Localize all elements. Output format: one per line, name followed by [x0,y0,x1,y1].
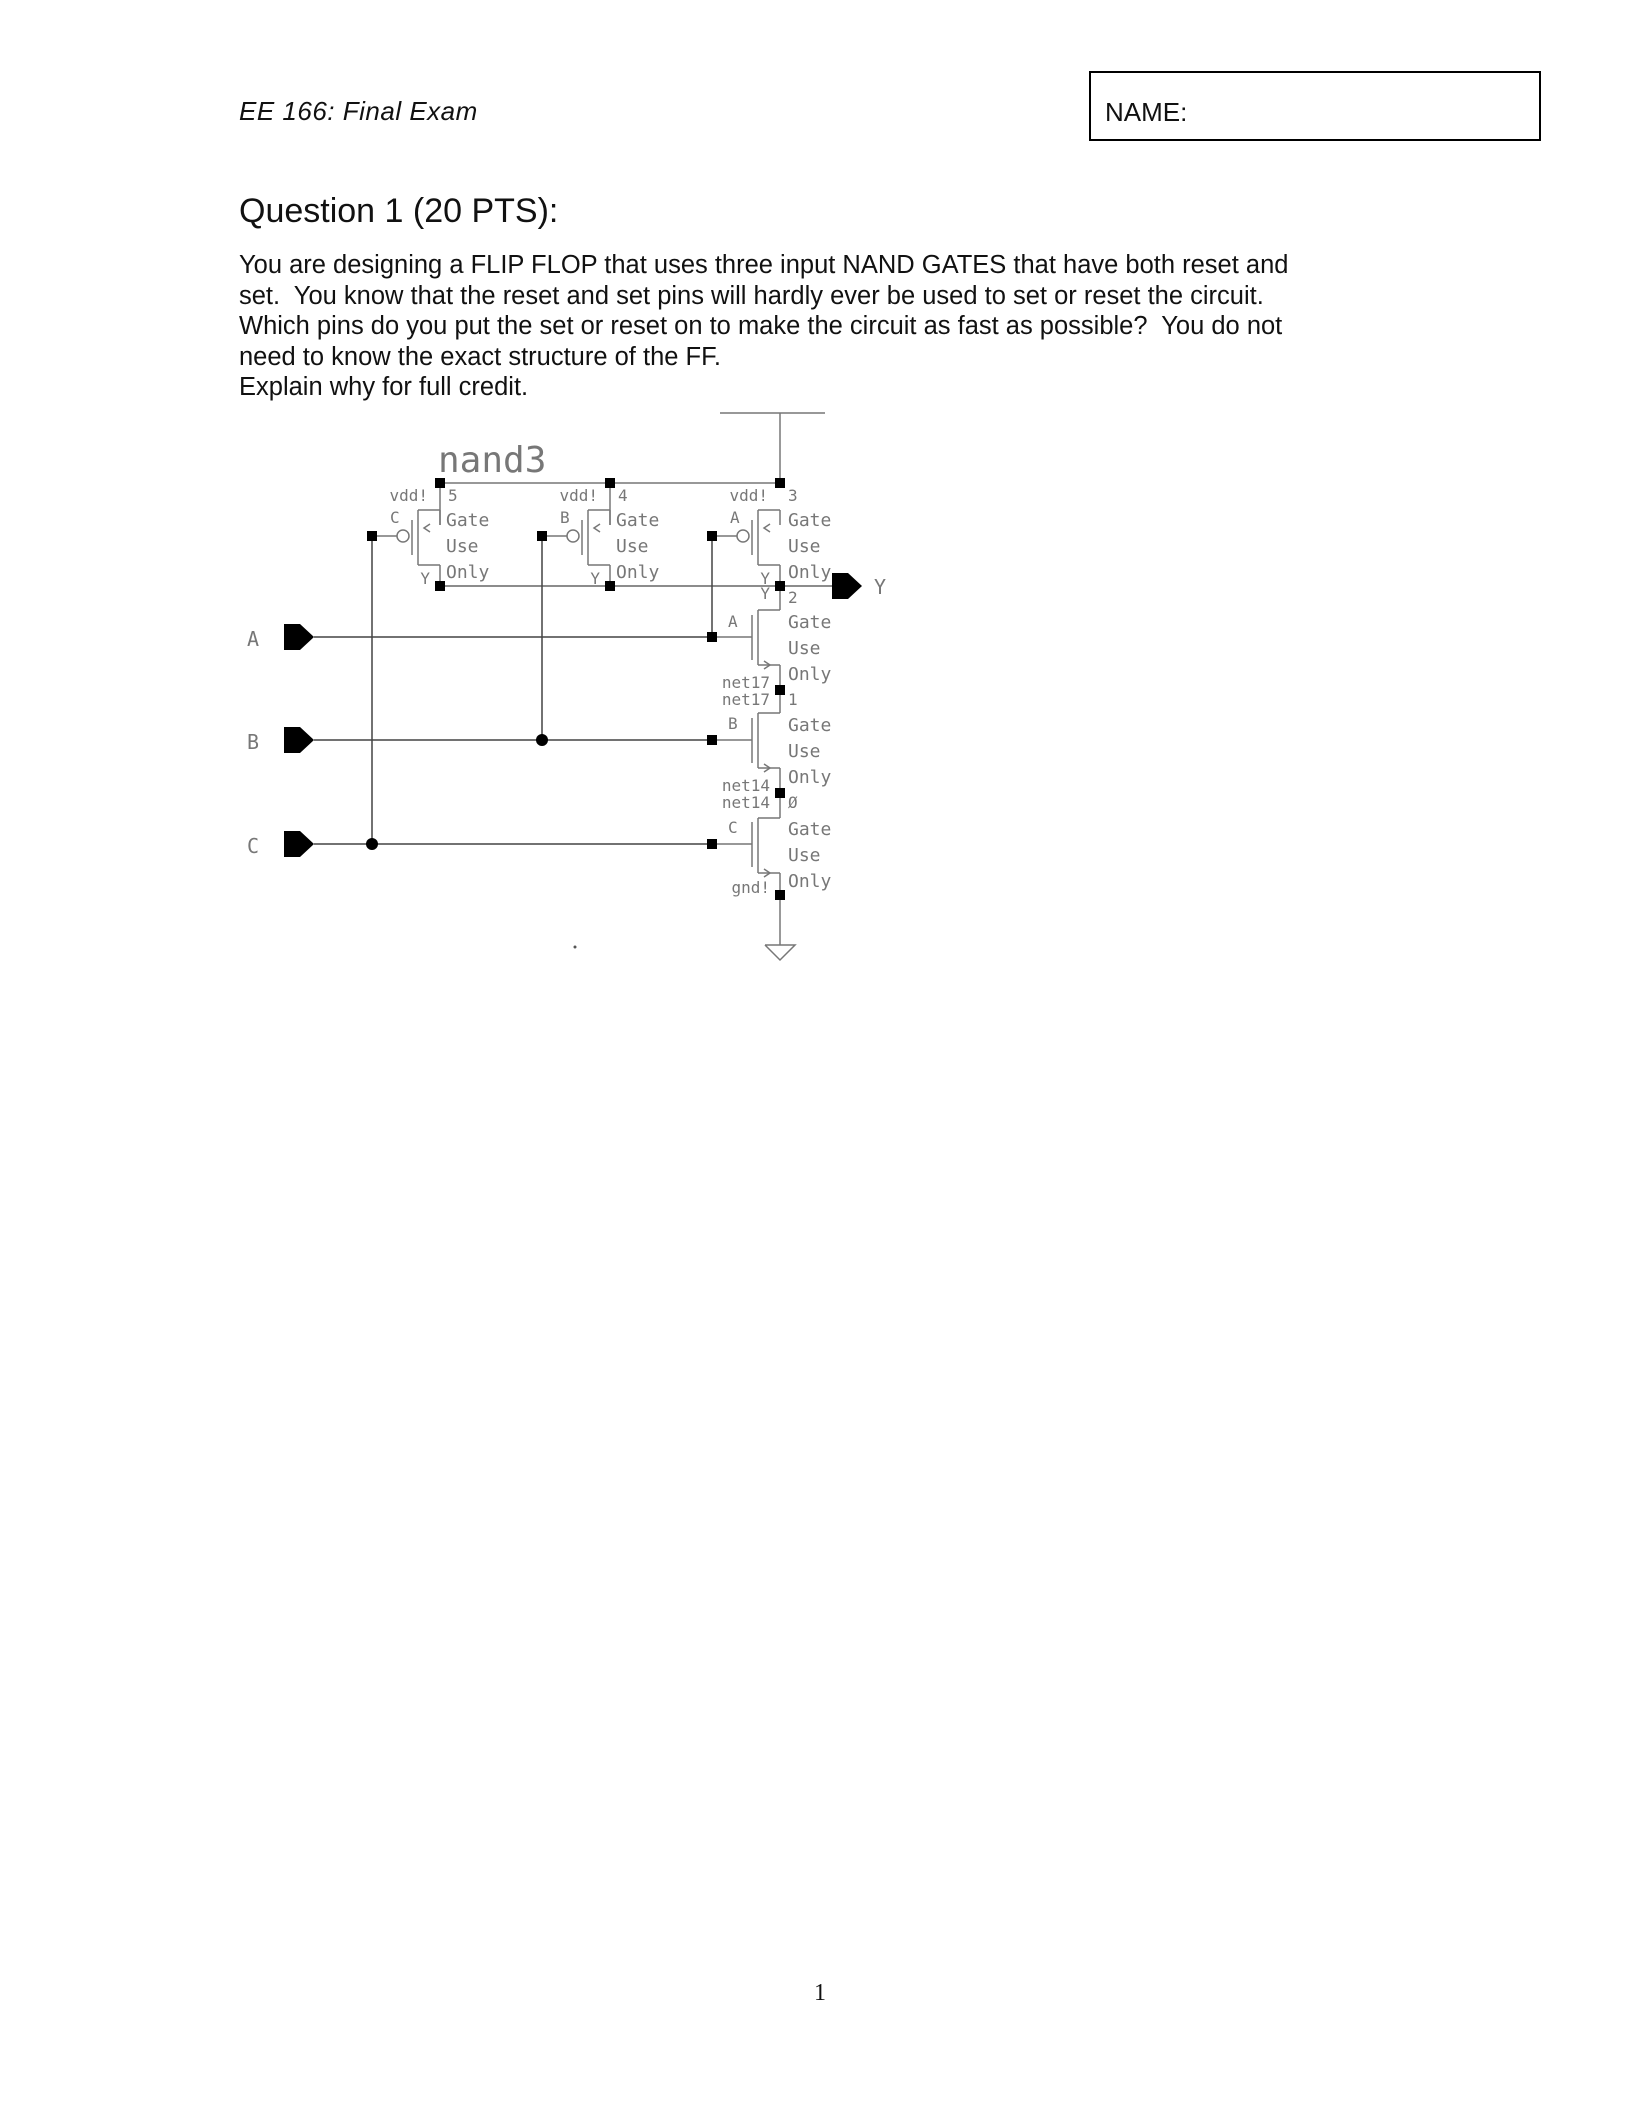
pmos-number: 5 [448,486,458,505]
ground-symbol [765,895,795,960]
name-box[interactable] [1089,71,1541,141]
pmos-drain-label: Y [420,569,430,588]
pmos-supply-label: vdd! [389,486,428,505]
junction-dot [536,734,548,746]
nmos-gate-label: C [728,818,738,837]
gate-note: Use [788,845,821,866]
nmos-bottom-label: net17 [721,673,770,692]
gate-note: Gate [788,510,832,531]
gate-note: Only [616,562,660,583]
cell-name: nand3 [438,440,547,481]
nmos-top-label: net17 [721,690,770,709]
gate-note: Use [616,536,649,557]
name-label: NAME: [1105,97,1188,127]
gate-note: Use [788,741,821,762]
nmos-number: Ø [788,793,798,812]
question-line: need to know the exact structure of the FF. [239,342,721,371]
pmos-gate-label: B [560,508,570,527]
pmos-gate-label: A [730,508,740,527]
input-label-b: B [247,730,260,754]
gate-note: Gate [788,819,832,840]
nmos-top-label: Y [760,584,770,603]
pmos-drain-label: Y [590,569,600,588]
gate-note: Gate [616,510,660,531]
page-number: 1 [814,1980,826,2006]
question-line: Explain why for full credit. [239,373,529,401]
nand3-schematic [200,400,900,980]
question-text [239,250,1419,403]
nmos-number: 2 [788,588,798,607]
question-line: Which pins do you put the set or reset on to make the circuit as fast as possible? You do not [239,312,1283,340]
input-pin-a [284,624,314,650]
question-line: You are designing a FLIP FLOP that uses three input NAND GATES that have both reset and [239,251,1289,279]
nmos-bottom-label: net14 [721,776,770,795]
gate-note: Gate [788,715,832,736]
input-pin-c [284,831,314,857]
pmos-supply-label: vdd! [559,486,598,505]
gate-note: Only [788,871,832,892]
pmos-number: 3 [788,486,798,505]
input-label-c: C [247,834,260,858]
pmos-number: 4 [618,486,628,505]
stray-dot [574,946,577,949]
nmos-top-label: net14 [721,793,770,812]
junction-dot [366,838,378,850]
nmos-number: 1 [788,690,798,709]
nmos-gate-label: A [728,612,738,631]
exam-header: EE 166: Final Exam [239,96,478,126]
nmos-gate-label: B [728,714,738,733]
gate-note: Use [446,536,479,557]
gate-note: Gate [788,612,832,633]
pmos-supply-label: vdd! [729,486,768,505]
pmos-gate-label: C [390,508,400,527]
gate-note: Only [446,562,490,583]
question-title: Question 1 (20 PTS): [239,192,559,230]
gate-note: Only [788,562,832,583]
output-label-y: Y [874,575,887,599]
gate-note: Only [788,767,832,788]
question-line: set. You know that the reset and set pins will hardly ever be used to set or reset the circuit. [239,281,1264,310]
output-pin-y [832,573,862,599]
gate-note: Use [788,638,821,659]
nmos-bottom-label: gnd! [731,878,770,897]
gate-note: Gate [446,510,490,531]
gate-note: Only [788,664,832,685]
input-pin-b [284,727,314,753]
gate-note: Use [788,536,821,557]
pmos-drain-label: Y [760,569,770,588]
input-label-a: A [247,627,260,651]
